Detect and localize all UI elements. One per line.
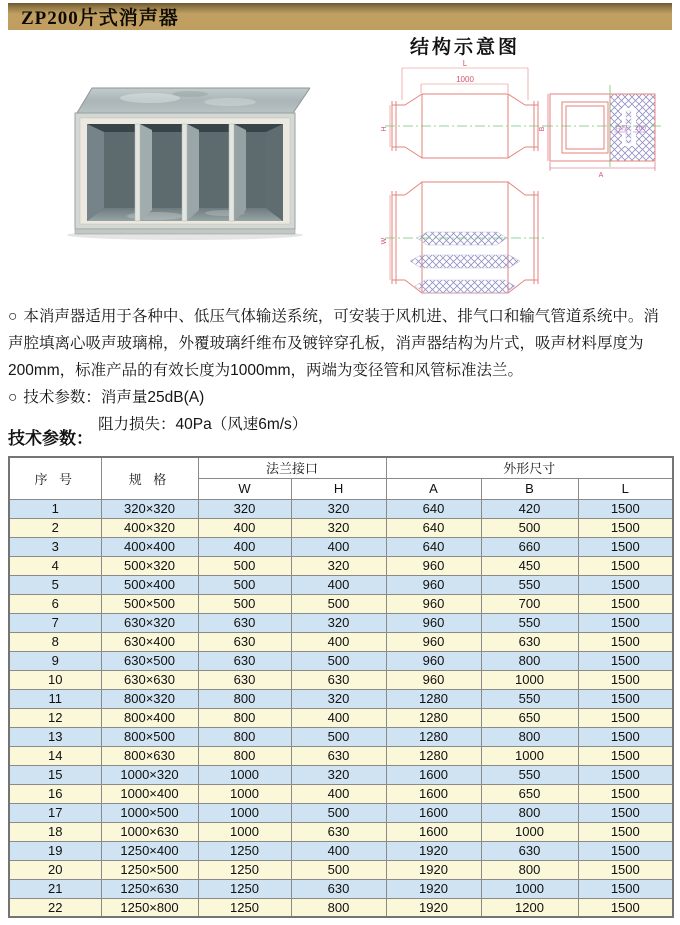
table-cell: 1000 (198, 822, 291, 841)
table-cell: 800 (291, 898, 386, 917)
table-cell: 1500 (578, 613, 673, 632)
table-cell: 400 (291, 575, 386, 594)
table-cell: 550 (481, 613, 578, 632)
table-cell: 17 (9, 803, 101, 822)
table-row (9, 651, 673, 670)
table-cell: 500×500 (101, 594, 198, 613)
table-row (9, 594, 673, 613)
table-row (9, 784, 673, 803)
header-spec: 规 格 (101, 457, 198, 499)
table-row (9, 518, 673, 537)
table-cell: 1000×320 (101, 765, 198, 784)
table-cell: 500 (291, 727, 386, 746)
table-cell: 18 (9, 822, 101, 841)
table-cell: 12 (9, 708, 101, 727)
thickness-value: 200 (635, 125, 646, 132)
header-h: H (291, 478, 386, 499)
table-cell: 960 (386, 556, 481, 575)
table-cell: 20 (9, 860, 101, 879)
table-cell: 1500 (578, 746, 673, 765)
table-cell: 1500 (578, 860, 673, 879)
tech-value1: 消声量25dB(A) (100, 389, 205, 406)
table-cell: 400 (198, 518, 291, 537)
table-cell: 550 (481, 689, 578, 708)
table-cell: 3 (9, 537, 101, 556)
structure-diagram (345, 55, 680, 305)
table-cell: 1000 (198, 765, 291, 784)
title-bar (8, 3, 672, 30)
dim-label-a: A (598, 172, 604, 179)
table-cell: 960 (386, 670, 481, 689)
table-cell: 1600 (386, 784, 481, 803)
table-cell: 1920 (386, 860, 481, 879)
table-cell: 400 (291, 632, 386, 651)
header-l: L (578, 478, 673, 499)
table-cell: 400×400 (101, 537, 198, 556)
table-cell: 550 (481, 575, 578, 594)
table-cell: 1920 (386, 841, 481, 860)
table-cell: 6 (9, 594, 101, 613)
table-cell: 1600 (386, 765, 481, 784)
table-cell: 400×320 (101, 518, 198, 537)
table-cell: 1500 (578, 727, 673, 746)
table-cell: 2 (9, 518, 101, 537)
table-cell: 960 (386, 651, 481, 670)
table-cell: 1500 (578, 575, 673, 594)
table-row (9, 765, 673, 784)
table-cell: 630 (198, 632, 291, 651)
table-cell: 1000 (481, 822, 578, 841)
page-title: ZP200片式消声器 (21, 8, 179, 29)
table-cell: 630×500 (101, 651, 198, 670)
table-cell: 500×400 (101, 575, 198, 594)
table-cell: 640 (386, 499, 481, 518)
table-cell: 1500 (578, 594, 673, 613)
table-cell: 16 (9, 784, 101, 803)
table-row (9, 879, 673, 898)
table-cell: 1280 (386, 746, 481, 765)
dim-label-w: W (381, 237, 388, 245)
table-cell: 1250 (198, 841, 291, 860)
table-cell: 800 (198, 708, 291, 727)
table-row (9, 632, 673, 651)
table-cell: 630 (198, 613, 291, 632)
plan-view-absorber-plates (410, 232, 520, 293)
table-row (9, 556, 673, 575)
tech-param-line2 (98, 411, 674, 438)
table-row (9, 689, 673, 708)
table-row (9, 613, 673, 632)
table-cell: 630×400 (101, 632, 198, 651)
table-cell: 1500 (578, 632, 673, 651)
table-cell: 320 (291, 765, 386, 784)
header-b: B (481, 478, 578, 499)
table-cell: 800 (481, 803, 578, 822)
table-cell: 1000 (198, 784, 291, 803)
table-cell: 650 (481, 784, 578, 803)
circle-bullet: ○ (8, 389, 18, 406)
table-cell: 630 (481, 632, 578, 651)
table-cell: 1500 (578, 651, 673, 670)
table-cell: 1280 (386, 708, 481, 727)
table-cell: 14 (9, 746, 101, 765)
table-cell: 1500 (578, 670, 673, 689)
table-cell: 960 (386, 594, 481, 613)
table-cell: 1000 (481, 746, 578, 765)
table-cell: 800 (198, 727, 291, 746)
table-cell: 960 (386, 575, 481, 594)
table-cell: 13 (9, 727, 101, 746)
table-cell: 400 (291, 784, 386, 803)
table-cell: 11 (9, 689, 101, 708)
table-cell: 1500 (578, 879, 673, 898)
dim-label-l: L (462, 59, 468, 68)
table-row (9, 670, 673, 689)
header-index: 序 号 (9, 457, 101, 499)
spec-table-body (9, 499, 673, 917)
table-cell: 1600 (386, 803, 481, 822)
table-cell: 320×320 (101, 499, 198, 518)
table-cell: 10 (9, 670, 101, 689)
table-cell: 800 (198, 746, 291, 765)
table-cell: 1250×800 (101, 898, 198, 917)
table-cell: 8 (9, 632, 101, 651)
table-cell: 1920 (386, 898, 481, 917)
table-cell: 320 (291, 499, 386, 518)
table-cell: 320 (291, 689, 386, 708)
table-row (9, 708, 673, 727)
table-cell: 320 (291, 556, 386, 575)
table-row (9, 841, 673, 860)
table-cell: 1600 (386, 822, 481, 841)
table-cell: 420 (481, 499, 578, 518)
table-cell: 960 (386, 613, 481, 632)
table-row (9, 803, 673, 822)
table-cell: 22 (9, 898, 101, 917)
table-cell: 650 (481, 708, 578, 727)
table-cell: 800×630 (101, 746, 198, 765)
table-cell: 630 (198, 670, 291, 689)
table-cell: 630×630 (101, 670, 198, 689)
table-cell: 500 (198, 594, 291, 613)
table-cell: 1000×630 (101, 822, 198, 841)
table-cell: 960 (386, 632, 481, 651)
table-cell: 1500 (578, 556, 673, 575)
table-cell: 1500 (578, 689, 673, 708)
table-cell: 500 (198, 575, 291, 594)
dim-label-b: B (539, 126, 546, 132)
table-cell: 1280 (386, 727, 481, 746)
table-cell: 630 (198, 651, 291, 670)
table-cell: 800 (481, 727, 578, 746)
tech-param-line1 (8, 384, 674, 411)
table-cell: 1250 (198, 860, 291, 879)
table-cell: 800×320 (101, 689, 198, 708)
table-cell: 400 (291, 708, 386, 727)
table-cell: 320 (291, 518, 386, 537)
header-w: W (198, 478, 291, 499)
table-row (9, 898, 673, 917)
table-cell: 630 (291, 879, 386, 898)
photo-bottom-lip (75, 229, 295, 234)
table-cell: 640 (386, 518, 481, 537)
table-cell: 1 (9, 499, 101, 518)
table-cell: 660 (481, 537, 578, 556)
table-cell: 400 (291, 537, 386, 556)
intro-text: 本消声器适用于各种中、低压气体输送系统，可安装于风机进、排气口和输气管道系统中。消声腔填离心吸声玻璃棉，外覆玻璃纤维布及镀锌穿孔板，消声器结构为片式，吸声材料厚度为200mm，标准产品的有效长度为1000mm，两端为变径管和风管标准法兰。 (8, 308, 659, 379)
diagram-title: 结构示意图 (409, 37, 520, 58)
table-cell: 1280 (386, 689, 481, 708)
table-cell: 640 (386, 537, 481, 556)
table-row (9, 822, 673, 841)
table-cell: 630 (291, 670, 386, 689)
table-row (9, 575, 673, 594)
table-cell: 1920 (386, 879, 481, 898)
table-cell: 630×320 (101, 613, 198, 632)
table-cell: 15 (9, 765, 101, 784)
table-cell: 1500 (578, 803, 673, 822)
table-row (9, 537, 673, 556)
table-cell: 1000 (198, 803, 291, 822)
table-cell: 1500 (578, 765, 673, 784)
table-cell: 550 (481, 765, 578, 784)
tech-label: 技术参数： (23, 389, 101, 406)
circle-bullet: ○ (8, 308, 18, 325)
table-cell: 500 (291, 651, 386, 670)
spec-table-header (9, 457, 673, 499)
table-row (9, 860, 673, 879)
table-row (9, 727, 673, 746)
table-cell: 630 (481, 841, 578, 860)
intro-paragraph (8, 303, 674, 384)
table-cell: 1000×400 (101, 784, 198, 803)
table-cell: 1500 (578, 518, 673, 537)
table-cell: 1000 (481, 670, 578, 689)
table-cell: 500×320 (101, 556, 198, 575)
table-cell: 1500 (578, 499, 673, 518)
table-cell: 800×500 (101, 727, 198, 746)
table-cell: 19 (9, 841, 101, 860)
table-cell: 400 (198, 537, 291, 556)
table-cell: 500 (198, 556, 291, 575)
table-cell: 7 (9, 613, 101, 632)
table-cell: 1250 (198, 879, 291, 898)
table-cell: 1500 (578, 822, 673, 841)
table-cell: 1500 (578, 784, 673, 803)
table-cell: 400 (291, 841, 386, 860)
table-heading: 技术参数： (8, 429, 93, 448)
table-cell: 9 (9, 651, 101, 670)
dim-label-1000: 1000 (456, 75, 474, 84)
thickness-note: 片厚 (615, 125, 628, 132)
header-dims-group: 外形尺寸 (386, 457, 673, 478)
table-cell: 630 (291, 746, 386, 765)
table-cell: 500 (291, 594, 386, 613)
table-cell: 1000 (481, 879, 578, 898)
table-cell: 800 (481, 651, 578, 670)
table-cell: 1250×630 (101, 879, 198, 898)
table-cell: 500 (291, 860, 386, 879)
table-cell: 1200 (481, 898, 578, 917)
product-photo (60, 72, 310, 272)
table-cell: 1500 (578, 841, 673, 860)
table-cell: 800×400 (101, 708, 198, 727)
table-row (9, 746, 673, 765)
table-cell: 500 (291, 803, 386, 822)
tech-value2: 阻力损失：40Pa（风速6m/s） (98, 416, 308, 433)
table-cell: 1250 (198, 898, 291, 917)
table-cell: 450 (481, 556, 578, 575)
table-cell: 5 (9, 575, 101, 594)
table-cell: 1250×400 (101, 841, 198, 860)
table-cell: 1500 (578, 708, 673, 727)
spec-table (8, 456, 674, 918)
header-a: A (386, 478, 481, 499)
table-cell: 1000×500 (101, 803, 198, 822)
table-cell: 800 (481, 860, 578, 879)
table-row (9, 499, 673, 518)
table-cell: 700 (481, 594, 578, 613)
table-cell: 500 (481, 518, 578, 537)
table-cell: 800 (198, 689, 291, 708)
table-cell: 21 (9, 879, 101, 898)
table-cell: 630 (291, 822, 386, 841)
table-cell: 1250×500 (101, 860, 198, 879)
table-cell: 4 (9, 556, 101, 575)
table-cell: 1500 (578, 898, 673, 917)
description-block (8, 303, 674, 438)
photo-baffle-plates (135, 124, 246, 221)
dim-label-h: H (381, 126, 388, 132)
table-cell: 320 (291, 613, 386, 632)
table-cell: 1500 (578, 537, 673, 556)
table-cell: 320 (198, 499, 291, 518)
header-flange-group: 法兰接口 (198, 457, 386, 478)
